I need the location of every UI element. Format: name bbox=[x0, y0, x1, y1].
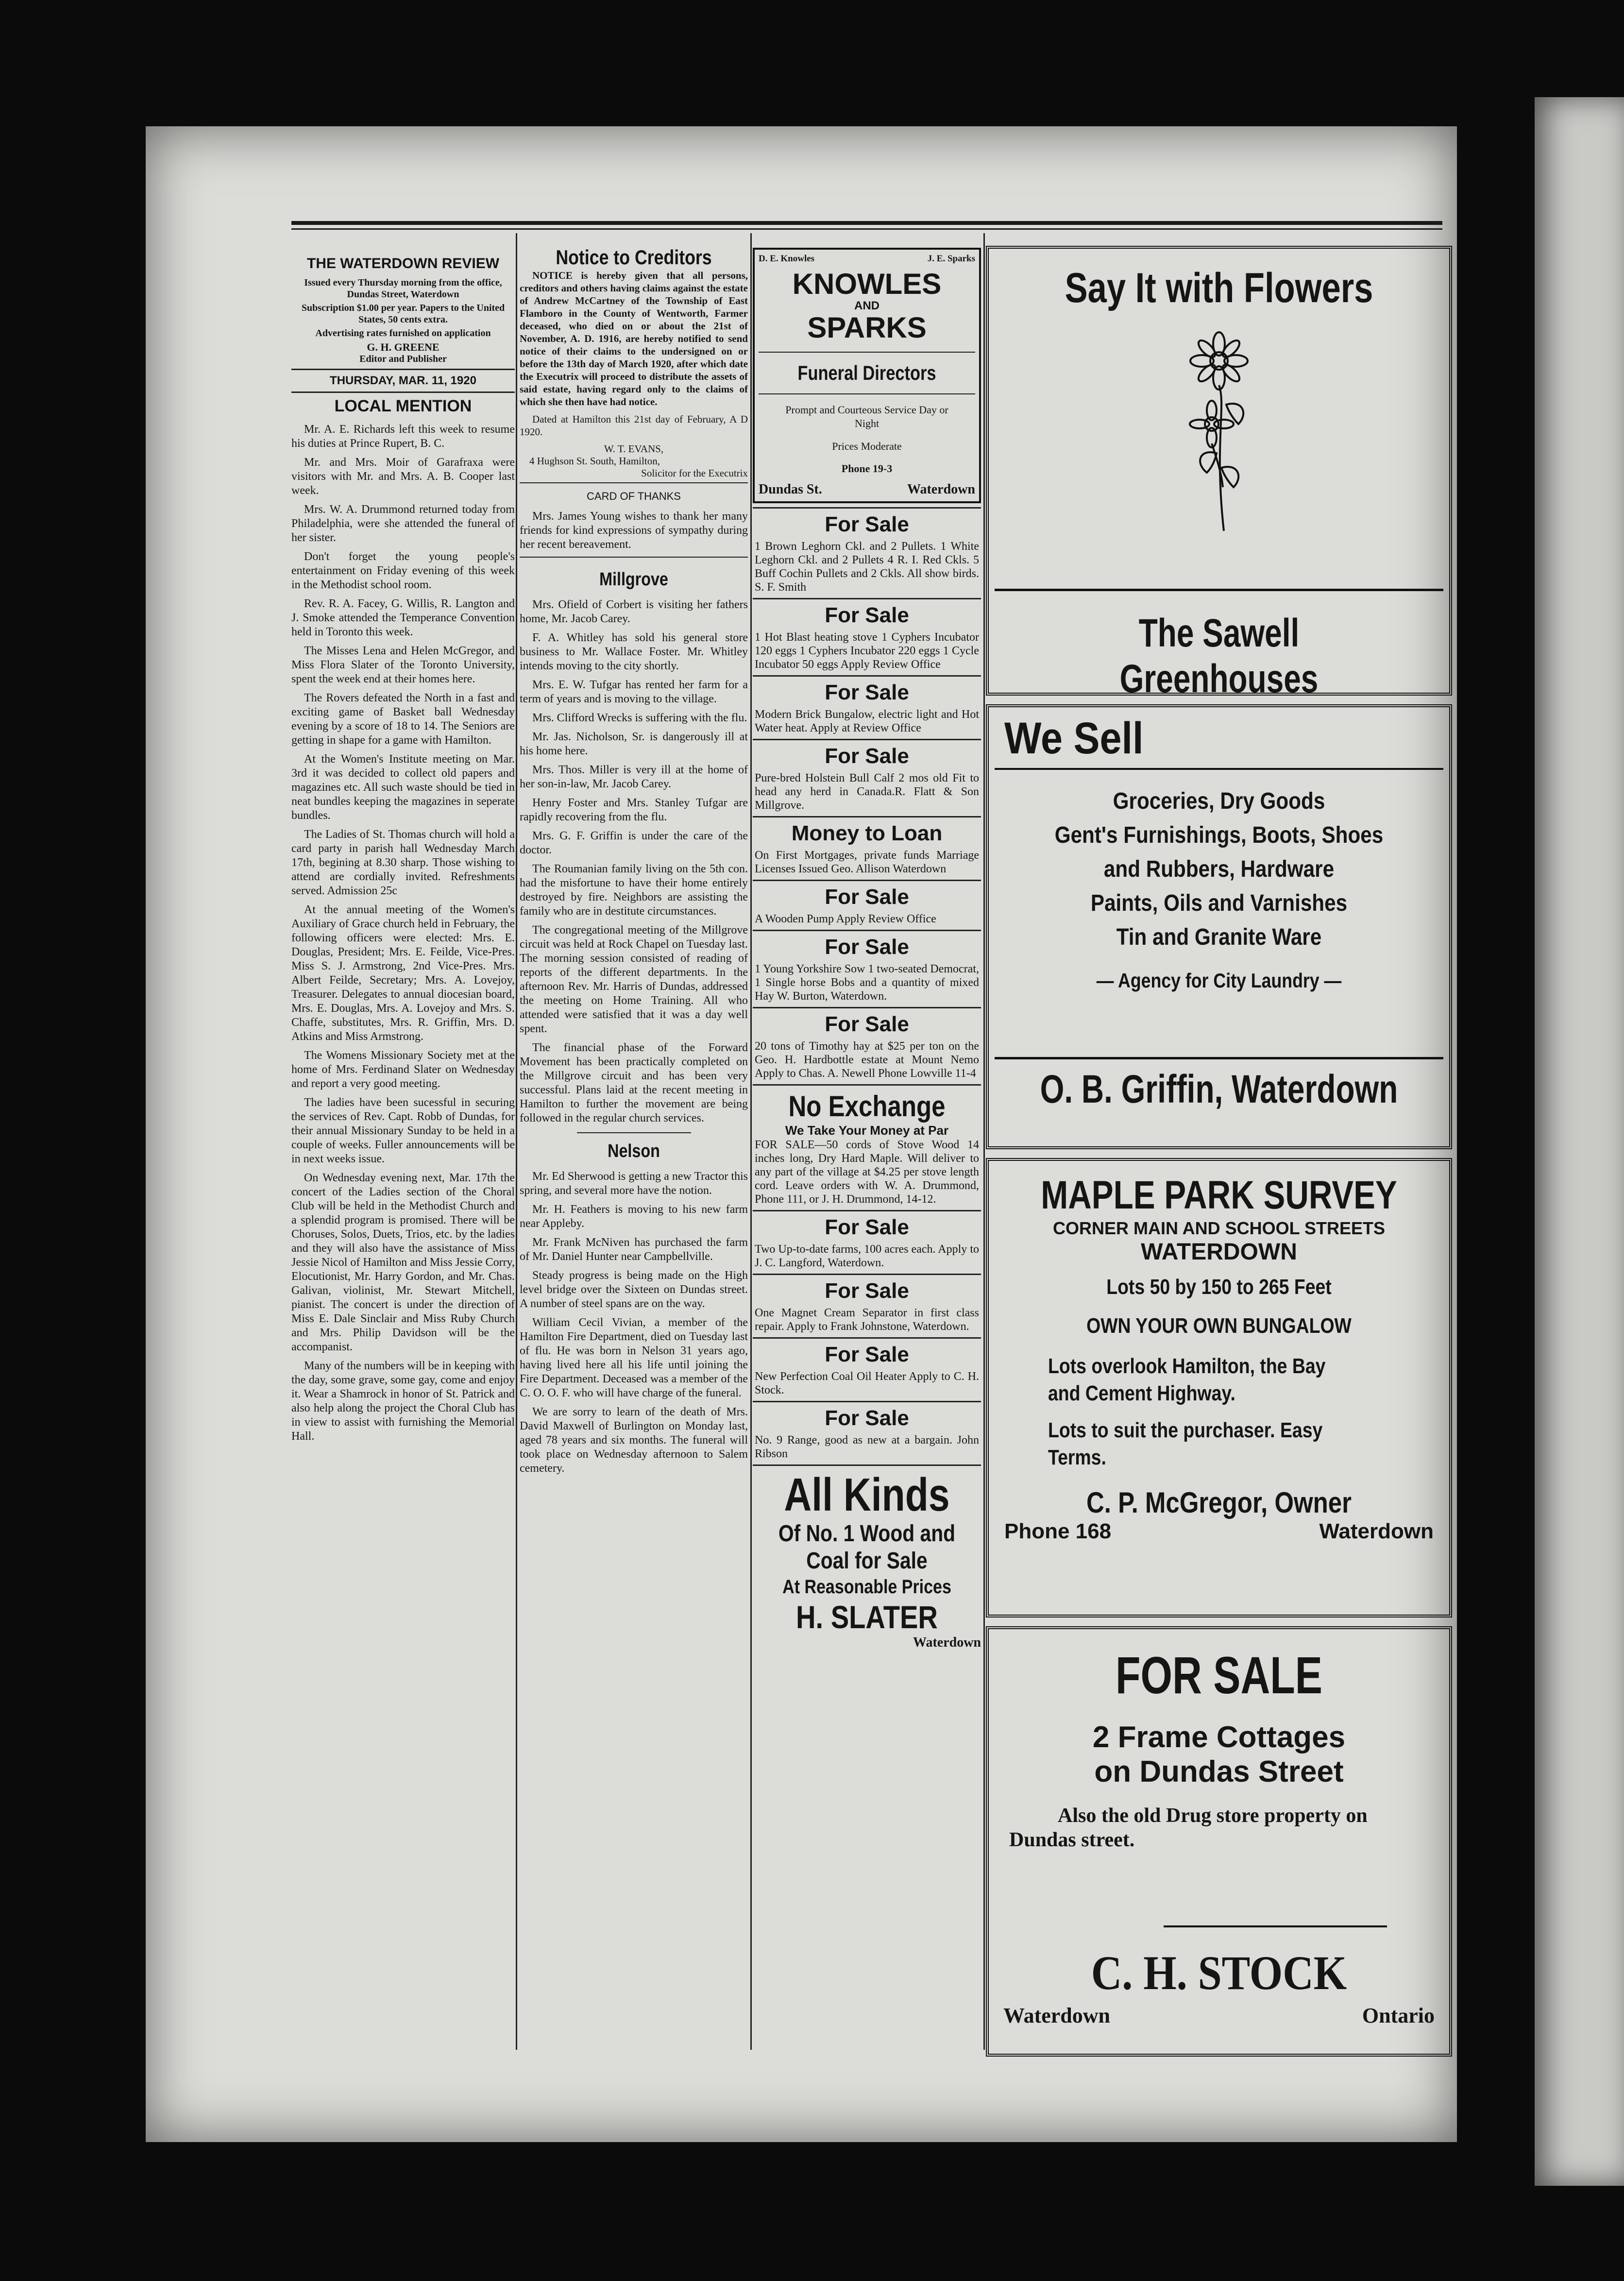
top-rule bbox=[291, 221, 1442, 225]
sparks-name: SPARKS bbox=[807, 311, 927, 344]
divider bbox=[759, 393, 975, 394]
classified-body: On First Mortgages, private funds Marriage Licenses Issued Geo. Allison Waterdown bbox=[755, 849, 979, 875]
paragraph: Mr. A. E. Richards left this week to resume his duties at Prince Rupert, B. C. bbox=[291, 423, 515, 450]
creditors-signer: W. T. EVANS, bbox=[604, 443, 664, 455]
divider bbox=[753, 880, 981, 881]
local-mention-heading: LOCAL MENTION bbox=[334, 397, 472, 415]
divider bbox=[753, 675, 981, 677]
classified-title: For Sale bbox=[825, 1279, 909, 1303]
paragraph: Mr. Frank McNiven has purchased the farm of Mr. Daniel Hunter near Campbellville. bbox=[520, 1236, 748, 1263]
column-local bbox=[291, 233, 515, 1448]
paragraph: Mr. Jas. Nicholson, Sr. is dangerously ill at his home here. bbox=[520, 731, 748, 757]
knowles-phone: Phone 19-3 bbox=[841, 462, 893, 475]
paragraph: At the annual meeting of the Women's Auxiliary of Grace church held in February, the following officers were elected: Mrs. E. Douglas, President; Mrs. E. Feilde, Vice-Pres. Miss S. J. Armstrong, 2nd Vice-Pres. Mrs. Albert Feilde, Secretary; Mrs. A. Lovejoy, Treasurer. Delegates to annual diocesian board, Mrs. E. Douglas, Mrs. A. Lovejoy and Mrs. S. Chaffe, substitutes, Mrs. R. Griffin, Mrs. D. Atkins and Miss Armstrong. bbox=[291, 903, 515, 1043]
griffin-rule bbox=[995, 1057, 1443, 1059]
maple-bungalow: OWN YOUR OWN BUNGALOW bbox=[1086, 1314, 1352, 1338]
paragraph: The ladies have been sucessful in securing the services of Rev. Capt. Robb of Dundas, for their annual Missionary Sunday to be held in a couple of weeks. Fuller announcements will be in next weeks issue. bbox=[291, 1096, 515, 1165]
column-notices bbox=[520, 233, 748, 1481]
stock-ad bbox=[986, 1626, 1452, 2057]
classified-body: Modern Brick Bungalow, electric light and Hot Water heat. Apply at Review Office bbox=[755, 708, 979, 734]
griffin-ad bbox=[986, 704, 1452, 1149]
divider bbox=[759, 352, 975, 353]
divider bbox=[753, 1337, 981, 1339]
paragraph: Mrs. W. A. Drummond returned today from Philadelphia, were she attended the funeral of her sister. bbox=[291, 503, 515, 544]
griffin-line: Tin and Granite Ware bbox=[1116, 924, 1322, 950]
stock-body: Also the old Drug store property on Dundas street. bbox=[1009, 1804, 1368, 1851]
maple-phone: Phone 168 bbox=[1004, 1519, 1112, 1543]
paragraph: Rev. R. A. Facey, G. Willis, R. Langton and J. Smoke attended the Temperance Convention held in Toronto this week. bbox=[291, 597, 515, 638]
knowles-line2: Prices Moderate bbox=[832, 440, 902, 452]
column-display-ads bbox=[986, 233, 1452, 2057]
divider bbox=[753, 507, 981, 509]
no-exchange-subtitle: We Take Your Money at Par bbox=[785, 1123, 949, 1138]
maple-overlook: Lots overlook Hamilton, the Bay and Cement Highway. bbox=[1048, 1354, 1326, 1405]
paragraph: Don't forget the young people's entertainment on Friday evening of this week in the Methodist school room. bbox=[291, 550, 515, 591]
paragraph: The congregational meeting of the Millgrove circuit was held at Rock Chapel on Tuesday last. The morning session consisted of reading of reports of the different departments. In the afternoon Rev. Mr. Harris of Dundas, addressed the meeting on Home Training. All who attended were satisfied that it was a day well spent. bbox=[520, 924, 748, 1035]
partner-1: D. E. Knowles bbox=[759, 254, 815, 264]
creditors-dated: Dated at Hamilton this 21st day of February, A D 1920. bbox=[520, 413, 748, 438]
classified-title: For Sale bbox=[825, 885, 909, 909]
paragraph: Mr. and Mrs. Moir of Garafraxa were visitors with Mr. and Mrs. A. B. Cooper last week. bbox=[291, 456, 515, 497]
column-classifieds bbox=[753, 233, 981, 1651]
paragraph: Mrs. Ofield of Corbert is visiting her fathers home, Mr. Jacob Carey. bbox=[520, 598, 748, 625]
paragraph: The Rovers defeated the North in a fast and exciting game of Basket ball Wednesday evening by a score of 18 to 14. The Seniors are getting in shape for a game with Hamilton. bbox=[291, 692, 515, 747]
classified-title: For Sale bbox=[825, 512, 909, 536]
maple-ad bbox=[986, 1158, 1452, 1617]
divider bbox=[753, 1084, 981, 1086]
millgrove-body bbox=[520, 598, 748, 1125]
divider bbox=[291, 392, 515, 393]
classified-title: For Sale bbox=[825, 603, 909, 627]
paragraph: The Ladies of St. Thomas church will hold a card party in parish hall Wednesday March 17th, begining at 8.30 sharp. Those wishing to attend are cordially invited. Refreshments served. Admission 25c bbox=[291, 828, 515, 897]
flowers-name: The Sawell Greenhouses bbox=[1119, 611, 1319, 701]
partner-2: J. E. Sparks bbox=[927, 254, 975, 264]
paragraph: Many of the numbers will be in keeping with the day, some grave, some gay, come and enjoy it. Wear a Shamrock in honor of St. Patrick and also help along the project the Choral Club has in view to assist with furnishing the Memorial Hall. bbox=[291, 1360, 515, 1443]
flowers-rule bbox=[995, 589, 1443, 591]
creditors-address: 4 Hughson St. South, Hamilton, bbox=[529, 455, 660, 467]
thanks-heading: CARD OF THANKS bbox=[587, 490, 681, 502]
paragraph: The financial phase of the Forward Movement has been practically completed on the Millgrove circuit and has been very successful. Plans laid at the recent meeting in Hamilton to further the movement are being followed in the regular church services. bbox=[520, 1041, 748, 1124]
griffin-line: and Rubbers, Hardware bbox=[1103, 856, 1335, 882]
classified-title: For Sale bbox=[825, 1215, 909, 1239]
divider bbox=[995, 768, 1443, 770]
stock-title: FOR SALE bbox=[1116, 1646, 1322, 1704]
creditors-heading: Notice to Creditors bbox=[556, 246, 712, 269]
maple-title: MAPLE PARK SURVEY bbox=[1041, 1173, 1397, 1217]
paragraph: Mrs. Thos. Miller is very ill at the home of her son-in-law, Mr. Jacob Carey. bbox=[520, 764, 748, 790]
paragraph: The Misses Lena and Helen McGregor, and Miss Flora Slater of the Toronto University, spent the week end at their homes here. bbox=[291, 645, 515, 685]
flowers-title: Say It with Flowers bbox=[1065, 265, 1373, 311]
local-mention-body bbox=[291, 423, 515, 1444]
flower-icon bbox=[1180, 327, 1258, 541]
classified-body: New Perfection Coal Oil Heater Apply to C. H. Stock. bbox=[755, 1370, 979, 1396]
divider bbox=[520, 557, 748, 558]
divider bbox=[520, 482, 748, 483]
top-rule-thin bbox=[291, 228, 1442, 230]
creditors-body: NOTICE is hereby given that all persons, creditors and others having claims against the estate of Andrew McCartney of the Township of East Flamboro in the County of Wentworth, Farmer deceased, who died on or about the 21st of November, A. D. 1916, are hereby notified to send notice of their claims to the undersigned on or before the 13th day of March 1920, after which date the Executrix will proceed to distribute the assets of said estate, having regard only to the claims of which she then have had notice. bbox=[520, 270, 748, 408]
column-rule bbox=[750, 233, 752, 2050]
classified-body: 1 Brown Leghorn Ckl. and 2 Pullets. 1 White Leghorn Ckl. and 2 Pullets 4 R. I. Red Ckls. 5 Buff Cochin Pullets and 2 Ckls. All show birds. S. F. Smith bbox=[755, 540, 979, 594]
paragraph: Henry Foster and Mrs. Stanley Tufgar are rapidly recovering from the flu. bbox=[520, 797, 748, 823]
stock-line2: on Dundas Street bbox=[1094, 1755, 1344, 1788]
classified-title: For Sale bbox=[825, 1012, 909, 1036]
maple-town: Waterdown bbox=[1319, 1519, 1434, 1543]
divider bbox=[753, 1007, 981, 1008]
classified-title: For Sale bbox=[825, 681, 909, 704]
editor-title: Editor and Publisher bbox=[359, 354, 447, 364]
knowles-town: Waterdown bbox=[907, 482, 975, 497]
knowles-name: KNOWLES bbox=[792, 268, 942, 300]
classified-body: 1 Hot Blast heating stove 1 Cyphers Incubator 120 eggs 1 Cyphers Incubator 220 eggs 1 Cycle Incubator 50 eggs Apply Review Office bbox=[755, 631, 979, 671]
knowles-service: Funeral Directors bbox=[797, 361, 936, 384]
flowers-ad bbox=[986, 246, 1452, 701]
maple-suit: Lots to suit the purchaser. Easy Terms. bbox=[1048, 1418, 1323, 1469]
griffin-name: O. B. Griffin, Waterdown bbox=[1040, 1067, 1398, 1111]
classified-title: For Sale bbox=[825, 1406, 909, 1430]
knowles-line1: Prompt and Courteous Service Day or Night bbox=[785, 404, 948, 429]
slater-name: H. SLATER bbox=[796, 1599, 938, 1635]
divider bbox=[753, 739, 981, 740]
divider bbox=[291, 369, 515, 370]
classifieds-list bbox=[753, 507, 981, 1080]
classified-body: Two Up-to-date farms, 100 acres each. Apply to J. C. Langford, Waterdown. bbox=[755, 1243, 979, 1269]
next-page-edge bbox=[1535, 97, 1624, 2186]
nelson-body bbox=[520, 1170, 748, 1476]
classified-body: No. 9 Range, good as new at a bargain. John Ribson bbox=[755, 1434, 979, 1460]
slater-line1: Of No. 1 Wood and bbox=[778, 1521, 956, 1547]
divider bbox=[753, 1210, 981, 1211]
no-exchange-body: FOR SALE—50 cords of Stove Wood 14 inches long, Dry Hard Maple. Will deliver to any part of the village at $4.25 per stove length cord. Leave orders with W. A. Drummond, Phone 111, or J. H. Drummond, 14-12. bbox=[755, 1139, 979, 1206]
no-exchange-title: No Exchange bbox=[788, 1090, 946, 1123]
griffin-line: Gent's Furnishings, Boots, Shoes bbox=[1054, 822, 1384, 848]
nelson-heading: Nelson bbox=[608, 1141, 660, 1161]
slater-line3: At Reasonable Prices bbox=[782, 1576, 951, 1598]
knowles-and: AND bbox=[854, 299, 880, 312]
masthead-advertising: Advertising rates furnished on application bbox=[315, 328, 491, 339]
griffin-agency: — Agency for City Laundry — bbox=[1096, 969, 1342, 992]
classifieds-list-2 bbox=[753, 1210, 981, 1461]
masthead-title: THE WATERDOWN REVIEW bbox=[306, 255, 500, 272]
stock-name: C. H. STOCK bbox=[1091, 1946, 1347, 2000]
classified-title: For Sale bbox=[825, 1343, 909, 1366]
millgrove-heading: Millgrove bbox=[599, 569, 668, 590]
paragraph: Mr. H. Feathers is moving to his new farm near Appleby. bbox=[520, 1203, 748, 1230]
maple-sub1: CORNER MAIN AND SCHOOL STREETS bbox=[1052, 1218, 1386, 1238]
thanks-body: Mrs. James Young wishes to thank her many friends for kind expressions of sympathy during her recent bereavement. bbox=[520, 510, 748, 551]
maple-lots: Lots 50 by 150 to 265 Feet bbox=[1106, 1275, 1332, 1299]
divider bbox=[753, 1464, 981, 1466]
divider bbox=[753, 930, 981, 931]
knowles-ad bbox=[753, 248, 981, 503]
maple-sub2: WATERDOWN bbox=[1141, 1239, 1297, 1265]
classified-title: Money to Loan bbox=[791, 821, 943, 845]
griffin-lines bbox=[995, 784, 1443, 954]
classified-body: One Magnet Cream Separator in first class repair. Apply to Frank Johnstone, Waterdown. bbox=[755, 1307, 979, 1333]
paragraph: Mrs. E. W. Tufgar has rented her farm for a term of years and is moving to the village. bbox=[520, 679, 748, 705]
column-rule bbox=[983, 233, 985, 2050]
paragraph: Steady progress is being made on the High level bridge over the Sixteen on Dundas street. A number of steel spans are on the way. bbox=[520, 1269, 748, 1310]
slater-title: All Kinds bbox=[784, 1469, 950, 1521]
column-rule bbox=[516, 233, 517, 2050]
classified-body: Pure-bred Holstein Bull Calf 2 mos old Fit to head any herd in Canada.R. Flatt & Son Millgrove. bbox=[755, 772, 979, 812]
classified-title: For Sale bbox=[825, 744, 909, 768]
paragraph: On Wednesday evening next, Mar. 17th the concert of the Ladies section of the Choral Club will be held in the Methodist Church and a splendid program is promised. There will be Choruses, Solos, Duets, Trios, etc. by the ladies and they will also have the assistance of Miss Jessie Nicol of Hamilton and Miss Jessie Corry, Elocutionist, Mr. Harry Gordon, and Mr. Chas. Galivan, violinist, Mr. Stewart Mitchell, pianist. The concert is under the direction of Miss E. Dale Sinclair and Miss Ruby Church and Mrs. Philip Davidson will be the accompanist. bbox=[291, 1172, 515, 1353]
paragraph: Mr. Ed Sherwood is getting a new Tractor this spring, and several more have the notion. bbox=[520, 1170, 748, 1197]
editor-name: G. H. GREENE bbox=[367, 341, 440, 353]
divider bbox=[753, 1274, 981, 1275]
paragraph: The Womens Missionary Society met at the home of Mrs. Ferdinand Slater on Wednesday and report a very good meeting. bbox=[291, 1049, 515, 1090]
paragraph: The Roumanian family living on the 5th con. had the misfortune to have their home entirely destroyed by fire. Neighbors are assisting the family who are in destitute circumstances. bbox=[520, 863, 748, 918]
classified-body: 20 tons of Timothy hay at $25 per ton on the Geo. H. Hardbottle estate at Mount Nemo Apply to Chas. A. Newell Phone Lowville 11-4 bbox=[755, 1040, 979, 1080]
stock-line1: 2 Frame Cottages bbox=[1092, 1720, 1346, 1754]
divider bbox=[753, 1401, 981, 1402]
slater-town: Waterdown bbox=[913, 1635, 981, 1650]
masthead-issued: Issued every Thursday morning from the office, Dundas Street, Waterdown bbox=[304, 277, 502, 300]
paragraph: We are sorry to learn of the death of Mrs. David Maxwell of Burlington on Monday last, aged 78 years and six months. The funeral will took place on Wednesday afternoon to Salem cemetery. bbox=[520, 1406, 748, 1475]
stock-town: Waterdown bbox=[1003, 2004, 1110, 2027]
stock-province: Ontario bbox=[1362, 2004, 1435, 2027]
stock-rule bbox=[1164, 1925, 1387, 1927]
issue-date: THURSDAY, MAR. 11, 1920 bbox=[330, 374, 476, 387]
paragraph: William Cecil Vivian, a member of the Hamilton Fire Department, died on Tuesday last of flu. He was born in Nelson 31 years ago, having lived here all his life until joining the Fire Department. Deceased was a member of the C. O. O. F. who will have charge of the funeral. bbox=[520, 1316, 748, 1399]
griffin-title: We Sell bbox=[1004, 714, 1144, 763]
paragraph: F. A. Whitley has sold his general store business to Mr. Wallace Foster. Mr. Whitley intends moving to the city shortly. bbox=[520, 631, 748, 672]
classified-body: 1 Young Yorkshire Sow 1 two-seated Democrat, 1 Single horse Bobs and a quantity of mixed Hay W. Burton, Waterdown. bbox=[755, 963, 979, 1003]
classified-title: For Sale bbox=[825, 935, 909, 959]
maple-owner: C. P. McGregor, Owner bbox=[1086, 1486, 1352, 1519]
divider bbox=[577, 1132, 691, 1133]
classified-body: A Wooden Pump Apply Review Office bbox=[755, 913, 936, 925]
griffin-line: Groceries, Dry Goods bbox=[1113, 788, 1325, 814]
divider bbox=[753, 598, 981, 599]
paragraph: At the Women's Institute meeting on Mar. 3rd it was decided to collect old papers and magazines etc. All such waste should be tied in neat bundles keeping the magazines in seperate bundles. bbox=[291, 753, 515, 822]
masthead-subscription: Subscription $1.00 per year. Papers to the United States, 50 cents extra. bbox=[301, 303, 505, 325]
paragraph: Mrs. Clifford Wrecks is suffering with the flu. bbox=[532, 712, 747, 724]
divider bbox=[753, 816, 981, 817]
knowles-street: Dundas St. bbox=[759, 482, 822, 497]
griffin-line: Paints, Oils and Varnishes bbox=[1090, 890, 1348, 916]
paragraph: Mrs. G. F. Griffin is under the care of the doctor. bbox=[520, 830, 748, 856]
slater-line2: Coal for Sale bbox=[806, 1548, 928, 1574]
creditors-role: Solicitor for the Executrix bbox=[641, 467, 748, 479]
